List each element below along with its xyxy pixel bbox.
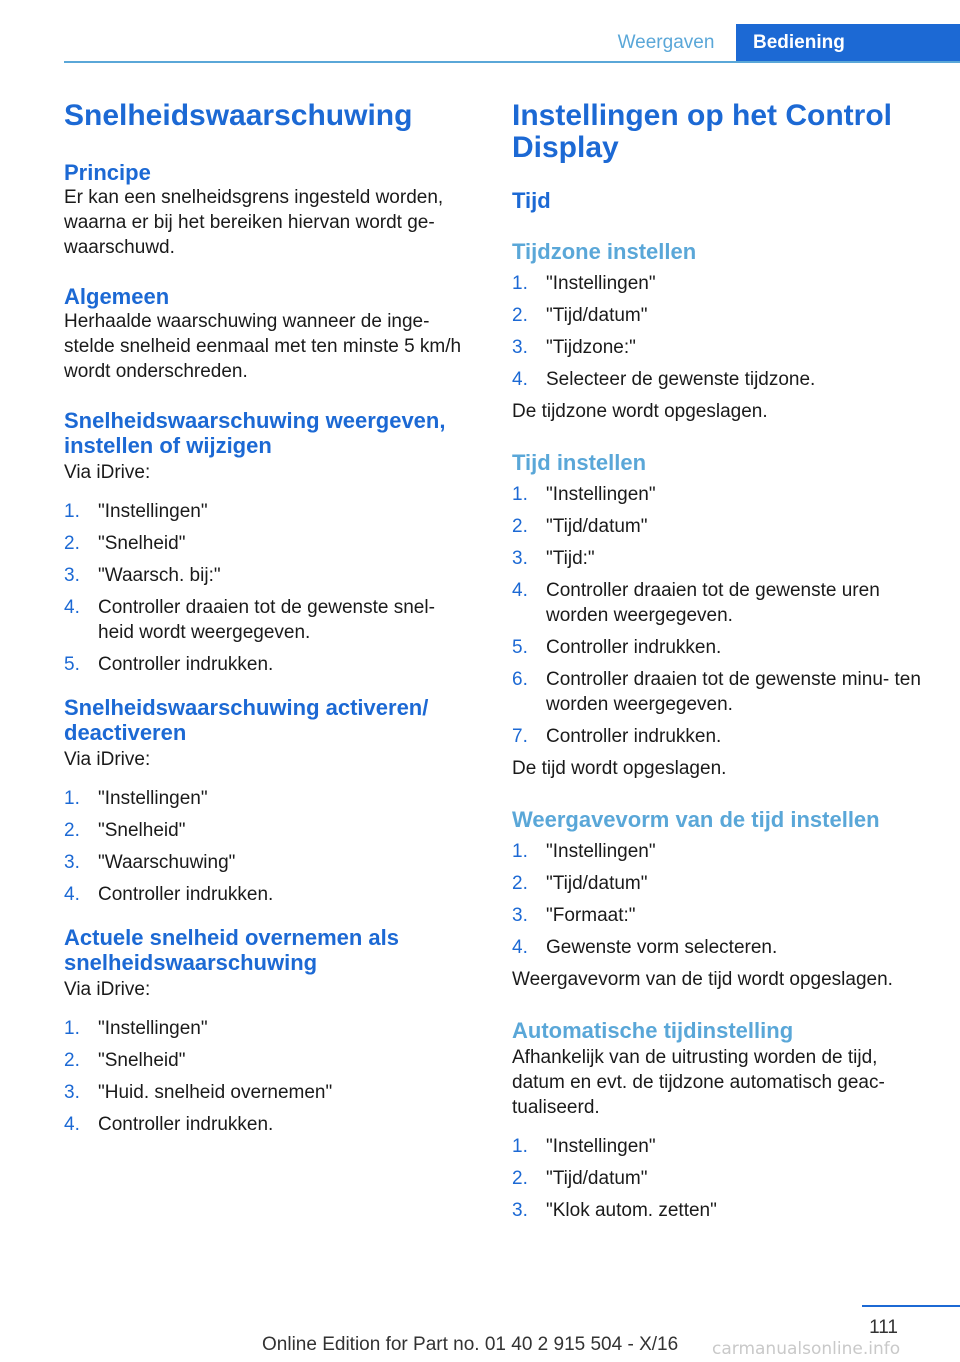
steps-weergavevorm	[512, 839, 922, 960]
list-item: 2. "Tijd/datum"	[512, 516, 648, 537]
list-item: 4. Controller indrukken.	[64, 1114, 274, 1135]
step-number: 1.	[512, 273, 528, 294]
step-number: 5.	[512, 637, 528, 658]
list-item: 5. Controller indrukken.	[64, 654, 274, 675]
list-item: 4. Gewenste vorm selecteren.	[512, 937, 778, 958]
section-title-instellingen: Instellingen op het Control Display	[512, 99, 892, 164]
step-number: 1.	[64, 788, 80, 809]
steps-automatische-tijd	[512, 1134, 922, 1223]
list-item: 2. "Tijd/datum"	[512, 305, 648, 326]
heading-tijd-instellen: Tijd instellen	[512, 450, 647, 475]
watermark: carmanualsonline.info	[712, 1339, 901, 1359]
step-number: 7.	[512, 726, 528, 747]
list-item: 1. "Instellingen"	[512, 273, 656, 294]
step-number: 1.	[512, 1136, 528, 1157]
page-header	[0, 0, 960, 62]
heading-algemeen: Algemeen	[64, 284, 170, 309]
list-item: 3. "Huid. snelheid overnemen"	[64, 1082, 333, 1103]
list-item: 3. "Tijd:"	[512, 548, 595, 569]
step-number: 2.	[64, 533, 80, 554]
list-item: 1. "Instellingen"	[64, 788, 208, 809]
step-number: 4.	[64, 1114, 80, 1135]
step-number: 4.	[512, 937, 528, 958]
heading-tijd: Tijd	[512, 188, 551, 213]
via-idrive: Via iDrive:	[64, 462, 151, 483]
list-item: 4. Controller draaien tot de gewenste snel‐ heid wordt weergegeven.	[64, 597, 435, 643]
step-number: 3.	[512, 548, 528, 569]
result-tijd: De tijd wordt opgeslagen.	[512, 758, 727, 779]
step-number: 2.	[64, 1050, 80, 1071]
step-number: 4.	[64, 597, 80, 618]
via-idrive: Via iDrive:	[64, 749, 151, 770]
step-number: 3.	[512, 337, 528, 358]
step-number: 1.	[512, 841, 528, 862]
left-column	[64, 100, 468, 1144]
step-number: 1.	[512, 484, 528, 505]
list-item: 4. Selecteer de gewenste tijdzone.	[512, 369, 816, 390]
heading-principe: Principe	[64, 160, 151, 185]
step-number: 2.	[512, 1168, 528, 1189]
steps-actuele-snelheid	[64, 1016, 468, 1137]
step-number: 4.	[512, 580, 528, 601]
steps-tijd	[512, 482, 922, 749]
heading-activeren-deactiveren: Snelheidswaarschuwing activeren/ deactiveren	[64, 695, 429, 745]
list-item: 1. "Instellingen"	[512, 484, 656, 505]
list-item: 3. "Klok autom. zetten"	[512, 1200, 717, 1221]
text-automatische-tijdinstelling: Afhankelijk van de uitrusting worden de tijd, datum en evt. de tijdzone automatisch geac‐ tualiseerd.	[512, 1047, 885, 1118]
list-item: 1. "Instellingen"	[512, 841, 656, 862]
step-number: 2.	[64, 820, 80, 841]
list-item: 3. "Formaat:"	[512, 905, 636, 926]
step-number: 4.	[512, 369, 528, 390]
list-item: 2. "Snelheid"	[64, 1050, 186, 1071]
list-item: 1. "Instellingen"	[64, 501, 208, 522]
page-number: 111	[869, 1317, 898, 1338]
step-number: 1.	[64, 1018, 80, 1039]
step-number: 6.	[512, 669, 528, 690]
list-item: 1. "Instellingen"	[64, 1018, 208, 1039]
step-number: 2.	[512, 516, 528, 537]
list-item: 3. "Tijdzone:"	[512, 337, 636, 358]
list-item: 5. Controller indrukken.	[512, 637, 722, 658]
text-principe: Er kan een snelheidsgrens ingesteld worden, waarna er bij het bereiken hiervan wordt ge‐ waarschuwd.	[64, 187, 444, 258]
list-item: 2. "Tijd/datum"	[512, 873, 648, 894]
steps-activeren	[64, 786, 468, 907]
heading-automatische-tijdinstelling: Automatische tijdinstelling	[512, 1018, 794, 1043]
section-title-snelheidswaarschuwing: Snelheidswaarschuwing	[64, 99, 413, 132]
heading-weergeven-instellen: Snelheidswaarschuwing weergeven, instellen of wijzigen	[64, 408, 446, 458]
tab-weergaven[interactable]: Weergaven	[617, 32, 715, 53]
step-number: 3.	[64, 1082, 80, 1103]
step-number: 2.	[512, 873, 528, 894]
list-item: 2. "Snelheid"	[64, 533, 186, 554]
step-number: 3.	[512, 1200, 528, 1221]
list-item: 2. "Tijd/datum"	[512, 1168, 648, 1189]
list-item: 3. "Waarsch. bij:"	[64, 565, 221, 586]
list-item: 7. Controller indrukken.	[512, 726, 722, 747]
steps-weergeven	[64, 499, 468, 677]
step-number: 3.	[512, 905, 528, 926]
list-item: 6. Controller draaien tot de gewenste minu‐ ten worden weergegeven.	[512, 669, 921, 715]
list-item: 1. "Instellingen"	[512, 1136, 656, 1157]
step-number: 3.	[64, 852, 80, 873]
via-idrive: Via iDrive:	[64, 979, 151, 1000]
edition-note: Online Edition for Part no. 01 40 2 915 504 - X/16	[262, 1334, 679, 1355]
list-item: 4. Controller draaien tot de gewenste uren worden weergegeven.	[512, 580, 880, 626]
step-number: 1.	[64, 501, 80, 522]
result-weergavevorm: Weergavevorm van de tijd wordt opgeslagen.	[512, 969, 893, 990]
heading-tijdzone-instellen: Tijdzone instellen	[512, 239, 697, 264]
step-number: 5.	[64, 654, 80, 675]
header-divider	[64, 61, 960, 63]
step-number: 2.	[512, 305, 528, 326]
steps-tijdzone	[512, 271, 922, 392]
tab-bediening[interactable]: Bediening	[736, 24, 960, 62]
result-tijdzone: De tijdzone wordt opgeslagen.	[512, 401, 768, 422]
heading-weergavevorm: Weergavevorm van de tijd instellen	[512, 807, 880, 832]
step-number: 3.	[64, 565, 80, 586]
text-algemeen: Herhaalde waarschuwing wanneer de inge‐ stelde snelheid eenmaal met ten minste 5 km/h wordt onderschreden.	[64, 311, 462, 382]
right-column	[512, 100, 922, 1230]
footer-divider	[862, 1305, 960, 1307]
step-number: 4.	[64, 884, 80, 905]
heading-actuele-snelheid: Actuele snelheid overnemen als snelheidswaarschuwing	[64, 925, 400, 975]
list-item: 3. "Waarschuwing"	[64, 852, 236, 873]
list-item: 2. "Snelheid"	[64, 820, 186, 841]
list-item: 4. Controller indrukken.	[64, 884, 274, 905]
